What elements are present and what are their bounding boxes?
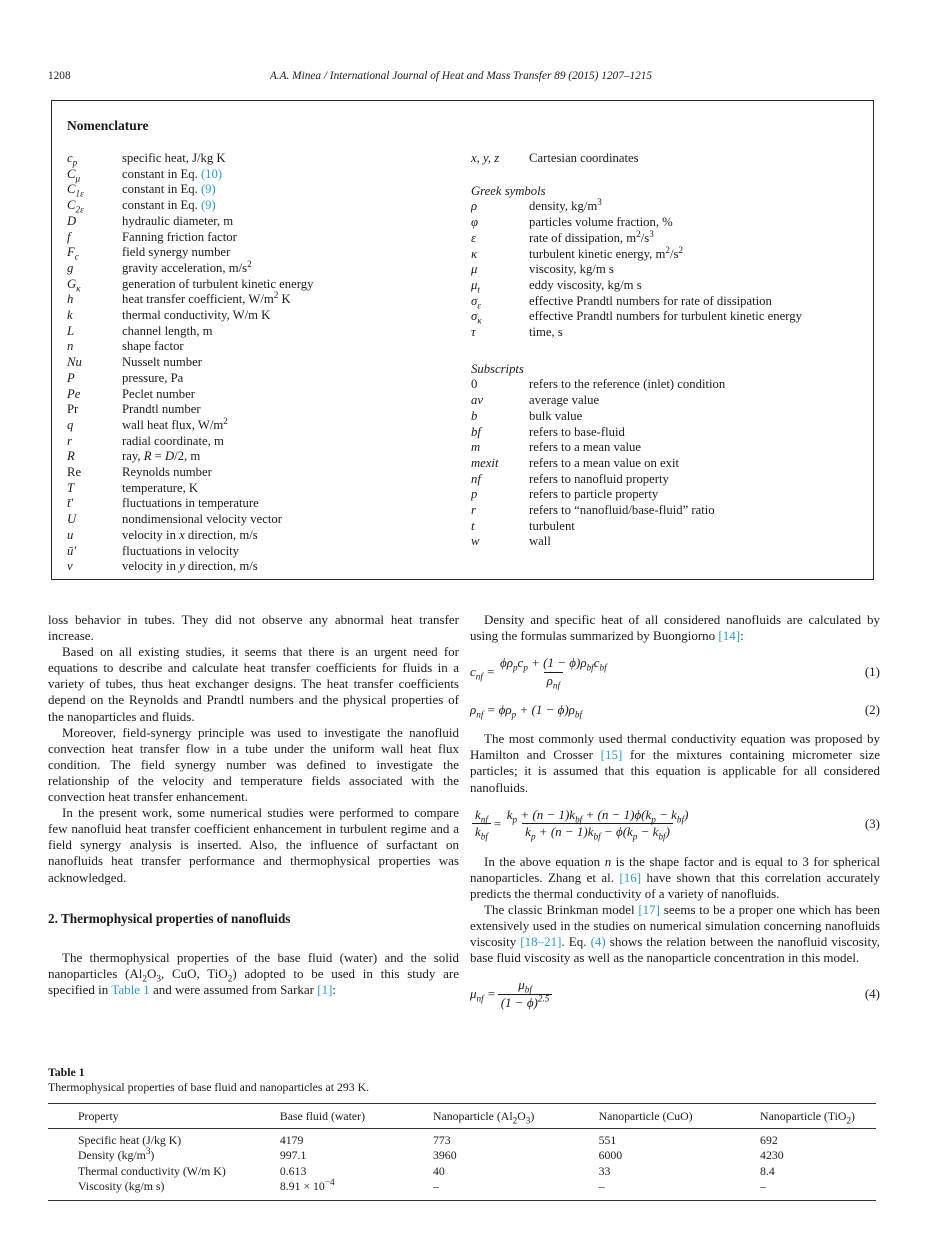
definition: refers to nanofluid property <box>529 471 669 486</box>
subscript: p <box>512 814 518 825</box>
definition: constant in Eq. (10) <box>122 166 223 181</box>
column-header: Nanoparticle (TiO$_2$) <box>760 1108 855 1125</box>
table-head <box>48 1104 876 1129</box>
superscript: 2.5 <box>537 993 550 1004</box>
table-cell: 8.4 <box>760 1163 775 1178</box>
equation-number: (1) <box>864 664 880 680</box>
equation-term: $\mu_{nf}$ = <box>470 986 496 1004</box>
symbol: $G_\kappa$ <box>67 276 81 294</box>
nomenclature-entry <box>67 308 471 324</box>
subscript: bf <box>676 814 685 825</box>
fraction <box>498 977 553 1011</box>
subscript: p <box>72 157 78 168</box>
numerator: $k_{nf}$ <box>475 806 488 825</box>
citation-link[interactable]: (9) <box>200 182 216 197</box>
equation-content <box>470 977 859 1011</box>
superscript: −4 <box>324 1177 335 1188</box>
equation-term: = <box>492 815 502 831</box>
nomenclature-right-column <box>471 151 861 575</box>
subscript: 3 <box>156 973 161 984</box>
nomenclature-entry <box>67 512 471 528</box>
symbol: q <box>67 417 74 432</box>
equation-content <box>470 807 859 841</box>
table-cell: 3960 <box>433 1148 457 1163</box>
symbol: f <box>67 229 71 244</box>
symbol: ε <box>471 230 476 245</box>
subscript: p <box>651 814 656 825</box>
citation-link[interactable]: [17] <box>638 901 661 917</box>
nomenclature-entry <box>67 449 471 465</box>
nomenclature-entry <box>471 309 861 325</box>
subscript: bf <box>593 831 601 842</box>
subscript: p <box>530 831 536 842</box>
subscript: ε <box>477 300 481 311</box>
subscript: 2 <box>142 973 147 984</box>
fraction <box>504 807 692 841</box>
nomenclature-entry <box>67 496 471 512</box>
subscript: p <box>512 662 518 673</box>
definition: Cartesian coordinates <box>529 151 639 165</box>
table-row <box>48 1148 876 1164</box>
definition: Fanning friction factor <box>122 229 237 244</box>
symbol: ρ <box>471 199 478 214</box>
symbol: n <box>67 339 74 354</box>
paragraph: Density and specific heat of all considered nanofluids are calculated by using the formulas summarized by Buongiorno [14]: <box>470 612 880 644</box>
symbol: b <box>471 408 478 423</box>
definition: time, s <box>529 325 563 340</box>
definition: shape factor <box>122 339 184 354</box>
symbol: L <box>67 323 75 338</box>
equation <box>470 807 880 841</box>
nomenclature-entry <box>471 262 861 278</box>
table-cell: Density $(kg/m^3)$ <box>78 1146 155 1163</box>
subscript: 2 <box>227 973 233 984</box>
italic-text: n <box>604 853 612 869</box>
definition: pressure, Pa <box>122 370 184 385</box>
equation-term: $c_{nf}$ = <box>470 664 495 682</box>
subscript: p <box>523 662 528 673</box>
definition: bulk value <box>529 408 583 423</box>
nomenclature-entry <box>67 434 471 450</box>
table-cell: – <box>598 1179 605 1194</box>
table-1 <box>48 1066 876 1201</box>
citation-link[interactable]: [16] <box>619 869 642 885</box>
subscript: 3 <box>525 1114 531 1125</box>
symbol: nf <box>471 471 481 486</box>
table-cell: 0.613 <box>279 1163 307 1178</box>
symbol: Pr <box>67 402 79 417</box>
symbol: p <box>471 487 478 502</box>
subscript: bf <box>586 662 594 673</box>
nomenclature-entry <box>67 371 471 387</box>
denominator: $(1 - \phi)^{2.5}$ <box>498 994 553 1012</box>
table-cell: 773 <box>433 1132 451 1147</box>
symbol: R <box>67 449 75 464</box>
nomenclature-entry <box>67 324 471 340</box>
equation <box>470 977 880 1011</box>
italic-text: x <box>179 527 185 542</box>
symbol: τ <box>471 325 476 340</box>
nomenclature-entry <box>471 325 861 341</box>
symbol: 0 <box>471 377 478 392</box>
superscript: 2 <box>273 290 279 301</box>
table-row <box>48 1164 876 1180</box>
equation-number: (3) <box>864 815 880 831</box>
equation-content <box>470 702 859 718</box>
subscript: p <box>632 831 638 842</box>
column-header: Base fluid (water) <box>279 1108 365 1123</box>
symbol: Pe <box>67 386 81 401</box>
definition: temperature, K <box>122 480 199 495</box>
definition: velocity in x direction, m/s <box>122 527 258 542</box>
definition: refers to a mean value <box>529 440 642 455</box>
paragraph: The thermophysical properties of the base fluid (water) and the solid nanoparticles ($Al_2O_3$, CuO, TiO$_2$) adopted to be used in this study are specified in Table 1 and were assumed from Sarkar [1]: <box>48 949 459 997</box>
nomenclature-entry <box>67 415 471 434</box>
symbol: $C_\mu$ <box>67 166 81 184</box>
nomenclature-columns <box>67 151 861 575</box>
symbol: T <box>67 480 75 495</box>
symbol: t̄′ <box>67 496 74 511</box>
superscript: 2 <box>247 258 252 269</box>
body-right-column <box>470 612 880 1024</box>
nomenclature-entry <box>67 198 471 214</box>
subscript: nf <box>476 709 484 720</box>
table-cell: $8.91 \times 10^{-4}$ <box>279 1177 335 1194</box>
definition: refers to “nanofluid/base-fluid” ratio <box>529 503 715 518</box>
nomenclature-entry <box>67 277 471 293</box>
italic-text: y <box>179 559 185 574</box>
symbol: av <box>471 393 483 408</box>
subscript: 2 <box>846 1114 852 1125</box>
definition: turbulent kinetic energy, $m^2/s^2$ <box>529 244 684 261</box>
equation-term: $\rho_{nf} = \phi\rho_p + (1 - \phi)\rho_{bf}$ <box>470 702 583 720</box>
definition: thermal conductivity, W/m K <box>122 308 271 323</box>
numerator: $\mu_{bf}$ <box>518 977 532 995</box>
denominator: $\rho_{nf}$ <box>544 672 563 690</box>
superscript: 3 <box>145 1146 151 1157</box>
definition: refers to the reference (inlet) condition <box>529 377 726 392</box>
nomenclature-entry <box>67 258 471 277</box>
symbol: k <box>67 308 73 323</box>
table-cell: 40 <box>433 1163 445 1178</box>
definition: Prandtl number <box>122 402 201 417</box>
subscript: c <box>74 251 79 262</box>
nomenclature-entry <box>471 278 861 294</box>
equation <box>470 702 880 718</box>
table-cell: 4179 <box>279 1132 304 1147</box>
nomenclature-entry <box>67 355 471 371</box>
symbol: $\mu_t$ <box>471 277 480 295</box>
nomenclature-left-column <box>67 151 471 575</box>
table-cell: Viscosity (kg/m s) <box>78 1179 165 1194</box>
symbol: v <box>67 559 73 574</box>
nomenclature-entry <box>471 151 861 167</box>
subscript: t <box>477 284 480 295</box>
citation-link[interactable]: (10) <box>200 166 223 181</box>
symbol: $\sigma_\kappa$ <box>471 309 482 326</box>
subscript: bf <box>575 814 583 825</box>
nomenclature-entry <box>67 387 471 403</box>
nomenclature-entry <box>67 465 471 481</box>
equation <box>470 655 880 689</box>
subscript: p <box>511 709 517 720</box>
paragraph: In the above equation n is the shape factor and is equal to 3 for spherical nanoparticles. Zhang et al. [16] have shown that this correlation accurately predicts the thermal conductivity of a variety of nanofluids. <box>470 853 881 901</box>
superscript: 2 <box>223 415 228 426</box>
definition: channel length, m <box>122 323 213 338</box>
citation-link[interactable]: (9) <box>200 198 216 213</box>
definition: velocity in y direction, m/s <box>122 559 258 574</box>
subscript: bf <box>574 709 583 720</box>
paragraph: The most commonly used thermal conductivity equation was proposed by Hamilton and Crosser [15] for the mixtures containing micrometer size particles; it is assumed that this equation is applicable for all considered nanofluids. <box>470 731 880 795</box>
subscript: bf <box>524 984 532 995</box>
symbol: x, y, z <box>471 151 500 165</box>
nomenclature-group-heading: Greek symbols <box>471 183 546 198</box>
nomenclature-entry <box>471 440 861 456</box>
subscript: κ <box>477 315 482 326</box>
nomenclature-entry <box>471 294 861 310</box>
nomenclature-entry <box>67 245 471 261</box>
numerator: $k_p + (n - 1)k_{bf} + (n - 1)\phi(k_p - k_{bf})$ <box>506 806 689 825</box>
definition: Reynolds number <box>122 465 212 480</box>
symbol: h <box>67 292 74 307</box>
paragraph: Moreover, field-synergy principle was used to investigate the nanofluid convection heat transfer flow in a tube under the uniform wall heat flux condition. The field synergy number was defined to investigate the relationship of the velocity and temperature fields associated with the convection heat transfer enhancement. <box>48 724 459 805</box>
subscript: bf <box>599 662 607 673</box>
definition: field synergy number <box>122 245 231 260</box>
nomenclature-entry <box>67 559 471 575</box>
nomenclature-group-heading: Subscripts <box>471 361 524 376</box>
nomenclature-entry <box>67 230 471 246</box>
nomenclature-entry <box>471 503 861 519</box>
definition: Peclet number <box>122 386 195 401</box>
column-header: Nanoparticle (CuO) <box>598 1108 693 1123</box>
subscript: bf <box>658 831 666 842</box>
nomenclature-entry <box>471 534 861 550</box>
definition: fluctuations in velocity <box>122 543 239 558</box>
symbol: P <box>67 370 75 385</box>
symbol: $c_p$ <box>67 151 78 168</box>
subscript: bf <box>480 831 488 842</box>
symbol: w <box>471 534 480 549</box>
symbol: $C_{2\varepsilon}$ <box>67 198 84 215</box>
equation-number: (2) <box>864 702 880 718</box>
symbol: ū′ <box>67 543 77 558</box>
denominator: $k_p + (n - 1)k_{bf} - \phi(k_p - k_{bf})$ <box>522 823 673 841</box>
nomenclature-entry <box>67 339 471 355</box>
superscript: 2 <box>678 244 684 255</box>
definition: refers to a mean value on exit <box>529 455 680 470</box>
running-head: A.A. Minea / International Journal of Heat and Mass Transfer 89 (2015) 1207–1215 <box>269 70 653 82</box>
subscript: μ <box>75 173 81 184</box>
table-row <box>48 1179 876 1200</box>
table-cell: 551 <box>598 1132 617 1147</box>
nomenclature-entry <box>67 167 471 183</box>
citation-link[interactable]: (4) <box>590 934 606 950</box>
superscript: 2 <box>665 244 670 255</box>
symbol: D <box>67 213 77 228</box>
symbol: $\sigma_\varepsilon$ <box>471 293 481 311</box>
definition: Nusselt number <box>122 355 202 370</box>
nomenclature-entry <box>471 393 861 409</box>
table-label: Table 1 <box>48 1065 85 1079</box>
nomenclature-title: Nomenclature <box>67 118 149 133</box>
column-header: Nanoparticle $(Al_2O_3)$ <box>433 1108 535 1125</box>
denominator: $k_{bf}$ <box>472 823 491 841</box>
subscript: nf <box>475 671 483 682</box>
nomenclature-entry <box>67 214 471 230</box>
symbol: φ <box>471 215 479 230</box>
fraction <box>472 807 491 841</box>
symbol: r <box>471 503 476 518</box>
page-header <box>48 70 874 86</box>
section-heading: 2. Thermophysical properties of nanofluids <box>48 910 291 926</box>
nomenclature-entry <box>471 199 861 215</box>
subscript: 1ε <box>75 188 84 199</box>
citation-link[interactable]: [14] <box>718 628 741 644</box>
subscript: 2ε <box>75 204 84 215</box>
nomenclature-entry <box>471 377 861 393</box>
symbol: Nu <box>67 355 82 370</box>
definition: heat transfer coefficient, $W/m^2$ K <box>122 290 291 307</box>
nomenclature-entry <box>471 472 861 488</box>
definition: wall heat flux, $W/m^2$ <box>122 415 228 432</box>
equation-number: (4) <box>864 986 880 1002</box>
superscript: 2 <box>636 228 641 239</box>
definition: fluctuations in temperature <box>122 496 259 511</box>
column-header: Property <box>78 1108 119 1123</box>
table-cell: Specific heat (J/kg K) <box>78 1132 182 1147</box>
definition: radial coordinate, m <box>122 433 224 448</box>
nomenclature-entry <box>67 182 471 198</box>
superscript: 3 <box>597 197 602 208</box>
page-number: 1208 <box>48 70 71 82</box>
nomenclature-box <box>51 100 874 580</box>
nomenclature-entry <box>67 544 471 560</box>
definition: constant in Eq. (9) <box>122 182 216 197</box>
definition: average value <box>529 393 600 408</box>
symbol: mexit <box>471 455 499 470</box>
table-cell: – <box>760 1179 766 1194</box>
citation-link[interactable]: Table 1 <box>111 981 150 997</box>
definition: ray, R = D/2, m <box>122 449 201 464</box>
definition: viscosity, kg/m s <box>529 262 614 277</box>
symbol: t <box>471 518 475 533</box>
symbol: $F_c$ <box>67 245 79 262</box>
table-caption: Thermophysical properties of base fluid and nanoparticles at 293 K. <box>48 1079 370 1094</box>
definition: particles volume fraction, % <box>529 215 673 230</box>
nomenclature-entry <box>471 519 861 535</box>
nomenclature-entry <box>67 151 471 167</box>
symbol: Re <box>67 465 82 480</box>
symbol: $C_{1\varepsilon}$ <box>67 182 84 199</box>
table-cell: – <box>433 1179 439 1194</box>
paragraph: In the present work, some numerical studies were performed to compare few nanofluid heat transfer coefficient enhancement in turbulent regime and a field synergy analysis is inserted. Also, the influence of surfactant on nanofluids heat transfer performance and thermophysical properties was acknowledged. <box>48 805 459 885</box>
nomenclature-entry <box>471 487 861 503</box>
citation-link[interactable]: [1] <box>317 981 333 997</box>
paragraph: The classic Brinkman model [17] seems to be a proper one which has been extensively used in the studies on numerical simulation concerning nanofluids viscosity [18–21]. Eq. (4) shows the relation between the nanofluid viscosity, base fluid viscosity as well as the nanoparticle concentration in this model. <box>470 901 880 966</box>
symbol: κ <box>471 246 478 261</box>
table-row <box>48 1129 876 1149</box>
definition: nondimensional velocity vector <box>122 512 282 527</box>
definition: density, $kg/m^3$ <box>529 197 602 214</box>
symbol: m <box>471 440 481 455</box>
nomenclature-entry <box>471 409 861 425</box>
body-left-column <box>48 612 459 998</box>
nomenclature-entry <box>471 244 861 263</box>
nomenclature-entry <box>67 402 471 418</box>
table-1-grid <box>48 1103 876 1201</box>
paragraph: loss behavior in tubes. They did not observe any abnormal heat transfer increase. <box>48 612 459 644</box>
fraction <box>497 655 610 689</box>
definition: turbulent <box>529 518 575 533</box>
equation-content <box>470 655 859 689</box>
table-cell: 4230 <box>760 1148 784 1163</box>
subscript: nf <box>476 993 484 1004</box>
nomenclature-entry <box>471 425 861 441</box>
definition: rate of dissipation, $m^2/s^3$ <box>529 228 654 245</box>
table-body <box>48 1129 876 1201</box>
symbol: g <box>67 260 74 275</box>
symbol: μ <box>471 262 478 277</box>
table-cell: 692 <box>760 1132 778 1147</box>
nomenclature-entry <box>67 292 471 308</box>
definition: constant in Eq. (9) <box>122 198 216 213</box>
table-cell: 33 <box>598 1163 611 1178</box>
symbol: U <box>67 512 77 527</box>
definition: generation of turbulent kinetic energy <box>122 276 314 291</box>
table-cell: 997.1 <box>279 1148 307 1163</box>
italic-text: R <box>143 449 152 464</box>
symbol: bf <box>471 424 481 439</box>
definition: refers to particle property <box>529 487 659 502</box>
symbol: u <box>67 527 74 542</box>
definition: hydraulic diameter, m <box>122 213 234 228</box>
table-cell: Thermal conductivity (W/m K) <box>78 1163 226 1178</box>
citation-link[interactable]: [18–21] <box>520 934 562 950</box>
paragraph: Based on all existing studies, it seems that there is an urgent need for equations to describe and calculate heat transfer coefficients for fluids in a variety of tubes, thus heat exchanger designs. The heat transfer coefficients depend on the Reynolds and Prandtl numbers and the physical properties of the nanoparticles and fluids. <box>48 644 459 724</box>
superscript: 3 <box>649 228 654 239</box>
subscript: nf <box>480 814 488 825</box>
table-cell: 6000 <box>598 1148 623 1163</box>
definition: effective Prandtl numbers for rate of dissipation <box>529 293 772 308</box>
nomenclature-entry <box>67 481 471 497</box>
definition: specific heat, J/kg K <box>122 151 226 165</box>
symbol: r <box>67 433 72 448</box>
numerator: $\phi\rho_pc_p + (1 - \phi)\rho_{bf}c_{bf}$ <box>499 655 607 673</box>
citation-link[interactable]: [15] <box>600 747 623 763</box>
definition: eddy viscosity, kg/m s <box>529 277 642 292</box>
subscript: 2 <box>512 1114 518 1125</box>
subscript: nf <box>552 680 561 691</box>
subscript: κ <box>76 283 81 294</box>
definition: gravity acceleration, $m/s^2$ <box>122 258 252 275</box>
nomenclature-entry <box>471 215 861 231</box>
definition: wall <box>529 534 551 549</box>
nomenclature-entry <box>67 528 471 544</box>
italic-text: D <box>165 449 175 464</box>
nomenclature-entry <box>471 456 861 472</box>
definition: refers to base-fluid <box>529 424 625 439</box>
definition: effective Prandtl numbers for turbulent kinetic energy <box>529 309 802 324</box>
